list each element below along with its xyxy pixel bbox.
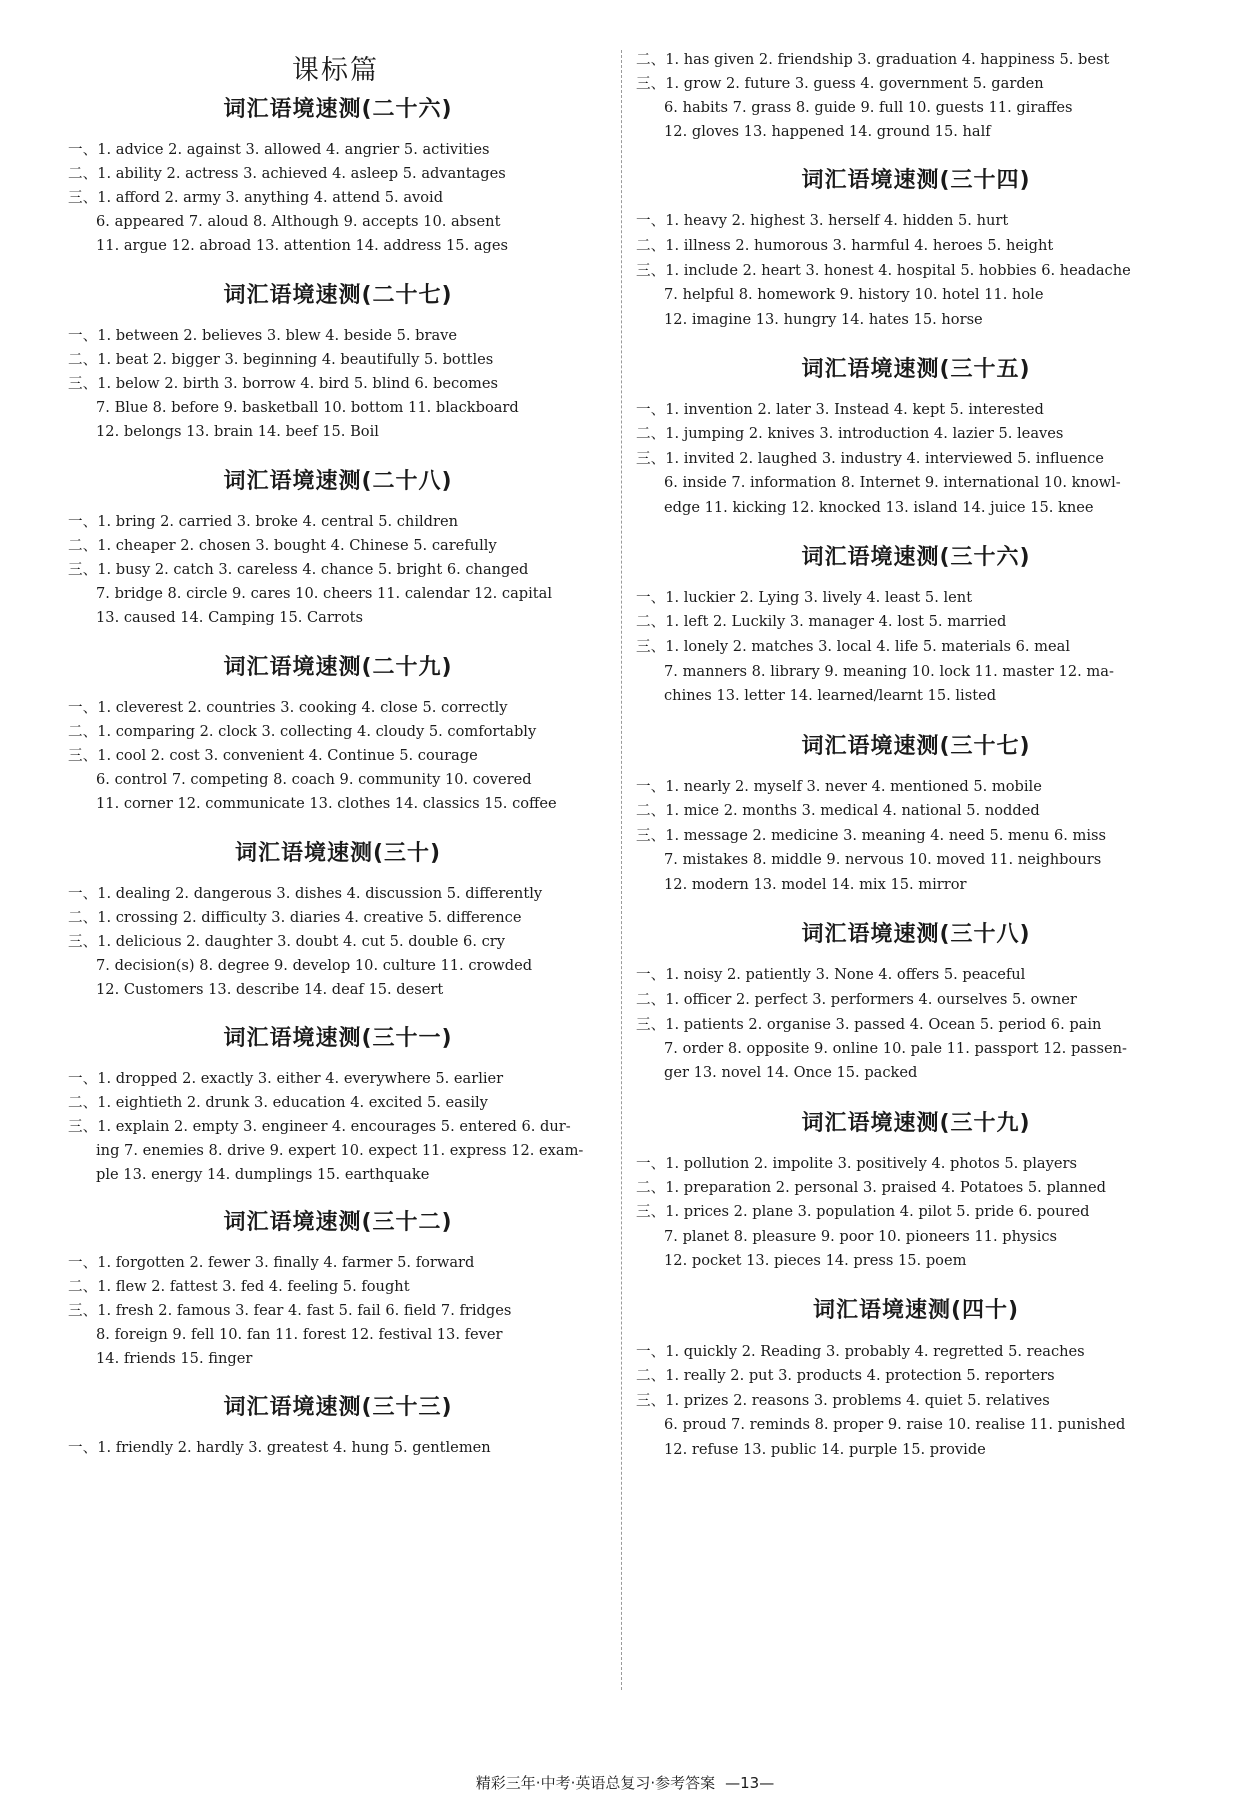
- answer-line: 三、1. message 2. medicine 3. meaning 4. need 5. menu 6. miss: [636, 827, 1107, 844]
- answer-line: 二、1. left 2. Luckily 3. manager 4. lost 5. married: [636, 613, 1007, 630]
- answer-line: 一、1. forgotten 2. fewer 3. finally 4. farmer 5. forward: [68, 1254, 475, 1271]
- answer-line: 二、1. ability 2. actress 3. achieved 4. asleep 5. advantages: [68, 165, 506, 182]
- answer-line: 12. Customers 13. describe 14. deaf 15. desert: [96, 981, 444, 998]
- section-title: 词汇语境速测(三十二): [223, 1210, 453, 1235]
- answer-line: 7. bridge 8. circle 9. cares 10. cheers 11. calendar 12. capital: [96, 585, 553, 602]
- answer-line: 三、1. fresh 2. famous 3. fear 4. fast 5. fail 6. field 7. fridges: [68, 1302, 512, 1319]
- answer-line: 12. gloves 13. happened 14. ground 15. half: [664, 123, 991, 140]
- column-divider: [621, 50, 622, 1690]
- answer-line: 一、1. nearly 2. myself 3. never 4. mentioned 5. mobile: [636, 778, 1042, 795]
- answer-line: ing 7. enemies 8. drive 9. expert 10. expect 11. express 12. exam-: [96, 1142, 584, 1159]
- section-title: 词汇语境速测(三十七): [801, 734, 1031, 759]
- answer-line: 三、1. grow 2. future 3. guess 4. government 5. garden: [636, 75, 1044, 92]
- answer-line: edge 11. kicking 12. knocked 13. island 14. juice 15. knee: [664, 499, 1094, 516]
- answer-line: ger 13. novel 14. Once 15. packed: [664, 1064, 918, 1081]
- answer-line: 12. modern 13. model 14. mix 15. mirror: [664, 876, 967, 893]
- section-title: 词汇语境速测(三十一): [223, 1026, 453, 1051]
- answer-line: 6. inside 7. information 8. Internet 9. international 10. knowl-: [664, 474, 1121, 491]
- answer-line: 二、1. beat 2. bigger 3. beginning 4. beautifully 5. bottles: [68, 351, 494, 368]
- section-title: 词汇语境速测(三十四): [801, 168, 1031, 193]
- answer-line: 6. habits 7. grass 8. guide 9. full 10. guests 11. giraffes: [664, 99, 1073, 116]
- answer-line: 二、1. jumping 2. knives 3. introduction 4. lazier 5. leaves: [636, 425, 1064, 442]
- answer-line: 7. mistakes 8. middle 9. nervous 10. moved 11. neighbours: [664, 851, 1102, 868]
- answer-line: 6. proud 7. reminds 8. proper 9. raise 10. realise 11. punished: [664, 1416, 1126, 1433]
- answer-line: chines 13. letter 14. learned/learnt 15. listed: [664, 687, 997, 704]
- section-title: 词汇语境速测(三十八): [801, 922, 1031, 947]
- answer-line: 一、1. quickly 2. Reading 3. probably 4. regretted 5. reaches: [636, 1343, 1085, 1360]
- answer-line: 三、1. below 2. birth 3. borrow 4. bird 5. blind 6. becomes: [68, 375, 498, 392]
- section-title: 词汇语境速测(四十): [812, 1298, 1020, 1323]
- answer-line: ple 13. energy 14. dumplings 15. earthquake: [96, 1166, 430, 1183]
- answer-line: 二、1. really 2. put 3. products 4. protection 5. reporters: [636, 1367, 1055, 1384]
- answer-line: 三、1. prices 2. plane 3. population 4. pilot 5. pride 6. poured: [636, 1203, 1090, 1220]
- answer-line: 一、1. friendly 2. hardly 3. greatest 4. hung 5. gentlemen: [68, 1439, 491, 1456]
- page-number: —13—: [725, 1774, 775, 1792]
- answer-line: 三、1. patients 2. organise 3. passed 4. Ocean 5. period 6. pain: [636, 1016, 1102, 1033]
- answer-line: 二、1. flew 2. fattest 3. fed 4. feeling 5. fought: [68, 1278, 410, 1295]
- answer-line: 8. foreign 9. fell 10. fan 11. forest 12. festival 13. fever: [96, 1326, 503, 1343]
- page-footer: [0, 1772, 1250, 1793]
- answer-line: 三、1. explain 2. empty 3. engineer 4. encourages 5. entered 6. dur-: [68, 1118, 571, 1135]
- answer-line: 三、1. cool 2. cost 3. convenient 4. Continue 5. courage: [68, 747, 478, 764]
- section-title: 词汇语境速测(三十三): [223, 1395, 453, 1420]
- answer-line: 一、1. cleverest 2. countries 3. cooking 4. close 5. correctly: [68, 699, 508, 716]
- section-title: 词汇语境速测(二十七): [223, 283, 453, 308]
- answer-line: 三、1. include 2. heart 3. honest 4. hospital 5. hobbies 6. headache: [636, 262, 1131, 279]
- answer-line: 12. pocket 13. pieces 14. press 15. poem: [664, 1252, 967, 1269]
- answer-line: 7. helpful 8. homework 9. history 10. hotel 11. hole: [664, 286, 1044, 303]
- answer-line: 12. belongs 13. brain 14. beef 15. Boil: [96, 423, 379, 440]
- page-heading: 课标篇: [292, 55, 379, 86]
- section-title: 词汇语境速测(三十): [234, 841, 442, 866]
- answer-line: 一、1. dealing 2. dangerous 3. dishes 4. discussion 5. differently: [68, 885, 543, 902]
- answer-line: 三、1. busy 2. catch 3. careless 4. chance 5. bright 6. changed: [68, 561, 529, 578]
- answer-line: 二、1. officer 2. perfect 3. performers 4. ourselves 5. owner: [636, 991, 1077, 1008]
- answer-line: 11. corner 12. communicate 13. clothes 14. classics 15. coffee: [96, 795, 557, 812]
- answer-line: 6. appeared 7. aloud 8. Although 9. accepts 10. absent: [96, 213, 501, 230]
- section-title: 词汇语境速测(三十九): [801, 1111, 1031, 1136]
- answer-line: 一、1. invention 2. later 3. Instead 4. kept 5. interested: [636, 401, 1044, 418]
- section-title: 词汇语境速测(二十八): [223, 469, 453, 494]
- answer-line: 一、1. between 2. believes 3. blew 4. beside 5. brave: [68, 327, 458, 344]
- answer-line: 二、1. illness 2. humorous 3. harmful 4. heroes 5. height: [636, 237, 1054, 254]
- answer-line: 二、1. cheaper 2. chosen 3. bought 4. Chinese 5. carefully: [68, 537, 497, 554]
- section-title: 词汇语境速测(二十六): [223, 97, 453, 122]
- answer-line: 13. caused 14. Camping 15. Carrots: [96, 609, 363, 626]
- answer-line: 11. argue 12. abroad 13. attention 14. address 15. ages: [96, 237, 509, 254]
- answer-line: 一、1. bring 2. carried 3. broke 4. central 5. children: [68, 513, 459, 530]
- answer-line: 一、1. luckier 2. Lying 3. lively 4. least 5. lent: [636, 589, 973, 606]
- answer-line: 三、1. lonely 2. matches 3. local 4. life 5. materials 6. meal: [636, 638, 1071, 655]
- answer-line: 7. order 8. opposite 9. online 10. pale 11. passport 12. passen-: [664, 1040, 1127, 1057]
- answer-line: 7. manners 8. library 9. meaning 10. lock 11. master 12. ma-: [664, 663, 1114, 680]
- answer-line: 12. imagine 13. hungry 14. hates 15. horse: [664, 311, 983, 328]
- answer-line: 一、1. heavy 2. highest 3. herself 4. hidden 5. hurt: [636, 212, 1009, 229]
- answer-line: 一、1. pollution 2. impolite 3. positively 4. photos 5. players: [636, 1155, 1077, 1172]
- answer-line: 12. refuse 13. public 14. purple 15. provide: [664, 1441, 986, 1458]
- answer-line: 三、1. prizes 2. reasons 3. problems 4. quiet 5. relatives: [636, 1392, 1050, 1409]
- answer-line: 一、1. dropped 2. exactly 3. either 4. everywhere 5. earlier: [68, 1070, 504, 1087]
- answer-line: 三、1. delicious 2. daughter 3. doubt 4. cut 5. double 6. cry: [68, 933, 505, 950]
- answer-line: 二、1. has given 2. friendship 3. graduation 4. happiness 5. best: [636, 51, 1110, 68]
- answer-line: 7. decision(s) 8. degree 9. develop 10. culture 11. crowded: [96, 957, 533, 974]
- answer-line: 三、1. afford 2. army 3. anything 4. attend 5. avoid: [68, 189, 444, 206]
- answer-line: 二、1. comparing 2. clock 3. collecting 4. cloudy 5. comfortably: [68, 723, 537, 740]
- answer-line: 7. Blue 8. before 9. basketball 10. bottom 11. blackboard: [96, 399, 519, 416]
- footer-title: 精彩三年·中考·英语总复习·参考答案: [475, 1774, 716, 1792]
- answer-line: 二、1. crossing 2. difficulty 3. diaries 4. creative 5. difference: [68, 909, 522, 926]
- answer-line: 14. friends 15. finger: [96, 1350, 253, 1367]
- section-title: 词汇语境速测(二十九): [223, 655, 453, 680]
- answer-line: 二、1. eightieth 2. drunk 3. education 4. excited 5. easily: [68, 1094, 488, 1111]
- answer-line: 二、1. mice 2. months 3. medical 4. national 5. nodded: [636, 802, 1040, 819]
- answer-line: 三、1. invited 2. laughed 3. industry 4. interviewed 5. influence: [636, 450, 1104, 467]
- section-title: 词汇语境速测(三十六): [801, 545, 1031, 570]
- answer-line: 6. control 7. competing 8. coach 9. community 10. covered: [96, 771, 532, 788]
- answer-line: 一、1. advice 2. against 3. allowed 4. angrier 5. activities: [68, 141, 490, 158]
- answer-line: 7. planet 8. pleasure 9. poor 10. pioneers 11. physics: [664, 1228, 1058, 1245]
- answer-line: 二、1. preparation 2. personal 3. praised 4. Potatoes 5. planned: [636, 1179, 1106, 1196]
- answer-line: 一、1. noisy 2. patiently 3. None 4. offers 5. peaceful: [636, 966, 1026, 983]
- section-title: 词汇语境速测(三十五): [801, 357, 1031, 382]
